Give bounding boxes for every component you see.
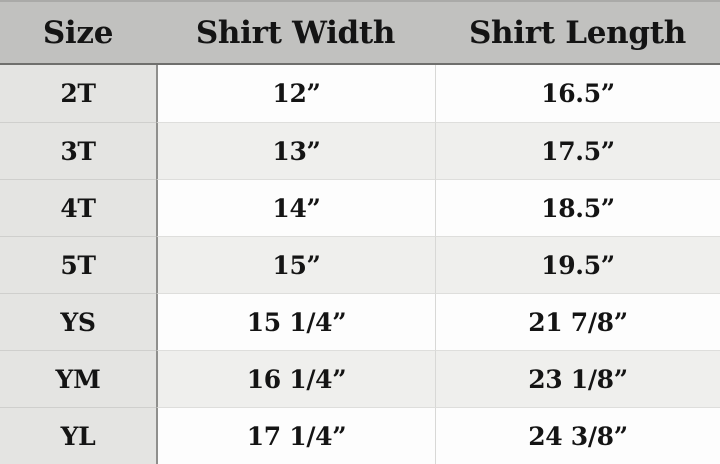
size-cell: 5T <box>0 236 156 293</box>
length-cell: 19.5” <box>435 236 720 293</box>
length-cell: 23 1/8” <box>435 350 720 407</box>
column-header-shirt-length: Shirt Length <box>435 2 720 65</box>
length-cell: 21 7/8” <box>435 293 720 350</box>
column-header-size: Size <box>0 2 156 65</box>
column-header-shirt-width: Shirt Width <box>156 2 435 65</box>
length-cell: 18.5” <box>435 179 720 236</box>
size-cell: YS <box>0 293 156 350</box>
size-cell: 3T <box>0 122 156 179</box>
size-cell: 4T <box>0 179 156 236</box>
width-cell: 15 1/4” <box>156 293 435 350</box>
width-cell: 13” <box>156 122 435 179</box>
width-cell: 16 1/4” <box>156 350 435 407</box>
length-cell: 17.5” <box>435 122 720 179</box>
length-cell: 16.5” <box>435 65 720 122</box>
size-cell: YL <box>0 407 156 464</box>
size-cell: YM <box>0 350 156 407</box>
length-cell: 24 3/8” <box>435 407 720 464</box>
width-cell: 12” <box>156 65 435 122</box>
width-cell: 17 1/4” <box>156 407 435 464</box>
size-cell: 2T <box>0 65 156 122</box>
width-cell: 14” <box>156 179 435 236</box>
width-cell: 15” <box>156 236 435 293</box>
